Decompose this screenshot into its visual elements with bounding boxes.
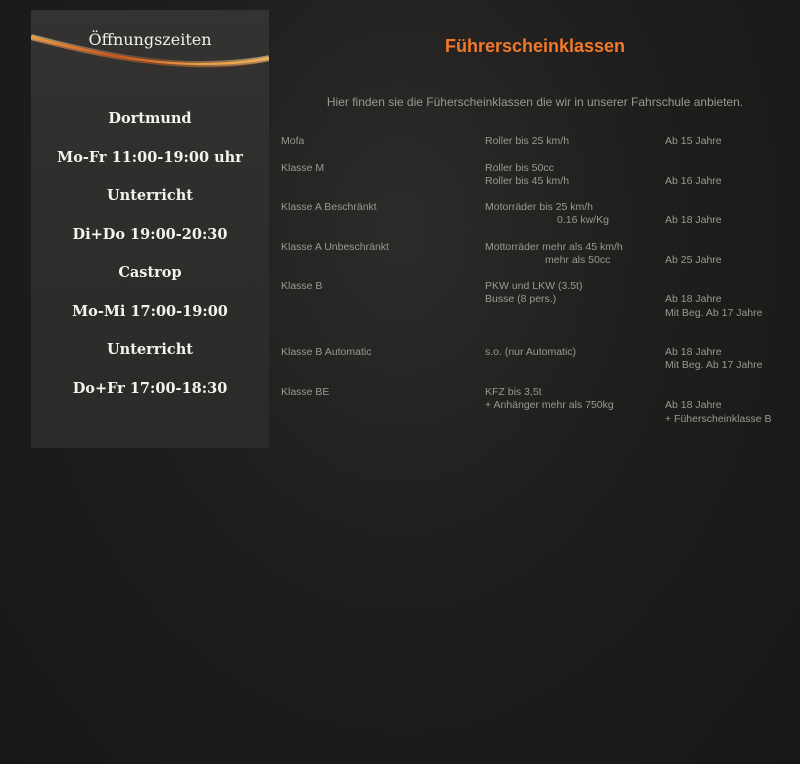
class-name: Klasse B Automatic	[281, 346, 372, 358]
class-age: Ab 18 Jahre + Füherscheinklasse B	[665, 399, 772, 425]
hours-dortmund-lesson-label: Unterricht	[107, 187, 193, 204]
class-name: Klasse B	[281, 280, 323, 292]
class-name: Klasse M	[281, 162, 325, 174]
class-description: Motorräder bis 25 km/h 0.16 kw/Kg	[485, 201, 609, 227]
class-age: Ab 18 Jahre	[665, 214, 722, 227]
class-name: Klasse BE	[281, 386, 330, 398]
class-description: PKW und LKW (3.5t) Busse (8 pers.)	[485, 280, 583, 306]
class-description: Roller bis 50cc Roller bis 45 km/h	[485, 162, 570, 188]
class-description: Mottorräder mehr als 45 km/h mehr als 50cc	[485, 241, 623, 267]
hours-castrop-lesson-label: Unterricht	[107, 341, 193, 358]
class-age: Ab 15 Jahre	[665, 135, 722, 147]
hours-castrop-lesson: Do+Fr 17:00-18:30	[72, 379, 228, 397]
class-name: Mofa	[281, 135, 305, 147]
class-age: Ab 18 Jahre Mit Beg. Ab 17 Jahre	[665, 293, 763, 319]
opening-hours-sidebar	[31, 10, 269, 448]
class-description: s.o. (nur Automatic)	[485, 346, 577, 358]
hours-location-dortmund: Dortmund	[108, 110, 192, 127]
opening-hours-list	[31, 108, 269, 416]
class-description: Roller bis 25 km/h	[485, 135, 570, 147]
sidebar-title: Öffnungszeiten	[88, 30, 212, 49]
hours-castrop-office: Mo-Mi 17:00-19:00	[72, 302, 228, 320]
hours-location-castrop: Castrop	[118, 264, 182, 281]
intro-text: Hier finden sie die Füherscheinklassen die wir in unserer Fahrschule anbieten.	[326, 95, 744, 109]
hours-dortmund-lesson: Di+Do 19:00-20:30	[72, 225, 228, 243]
class-age: Ab 25 Jahre	[665, 254, 722, 267]
class-name: Klasse A Unbeschränkt	[281, 241, 389, 253]
class-name: Klasse A Beschränkt	[281, 201, 377, 213]
class-age: Ab 16 Jahre	[665, 175, 722, 188]
page-title: Führerscheinklassen	[444, 36, 626, 56]
class-description: KFZ bis 3,5t + Anhänger mehr als 750kg	[485, 386, 614, 412]
class-age: Ab 18 Jahre Mit Beg. Ab 17 Jahre	[665, 346, 763, 372]
hours-dortmund-office: Mo-Fr 11:00-19:00 uhr	[57, 148, 243, 166]
